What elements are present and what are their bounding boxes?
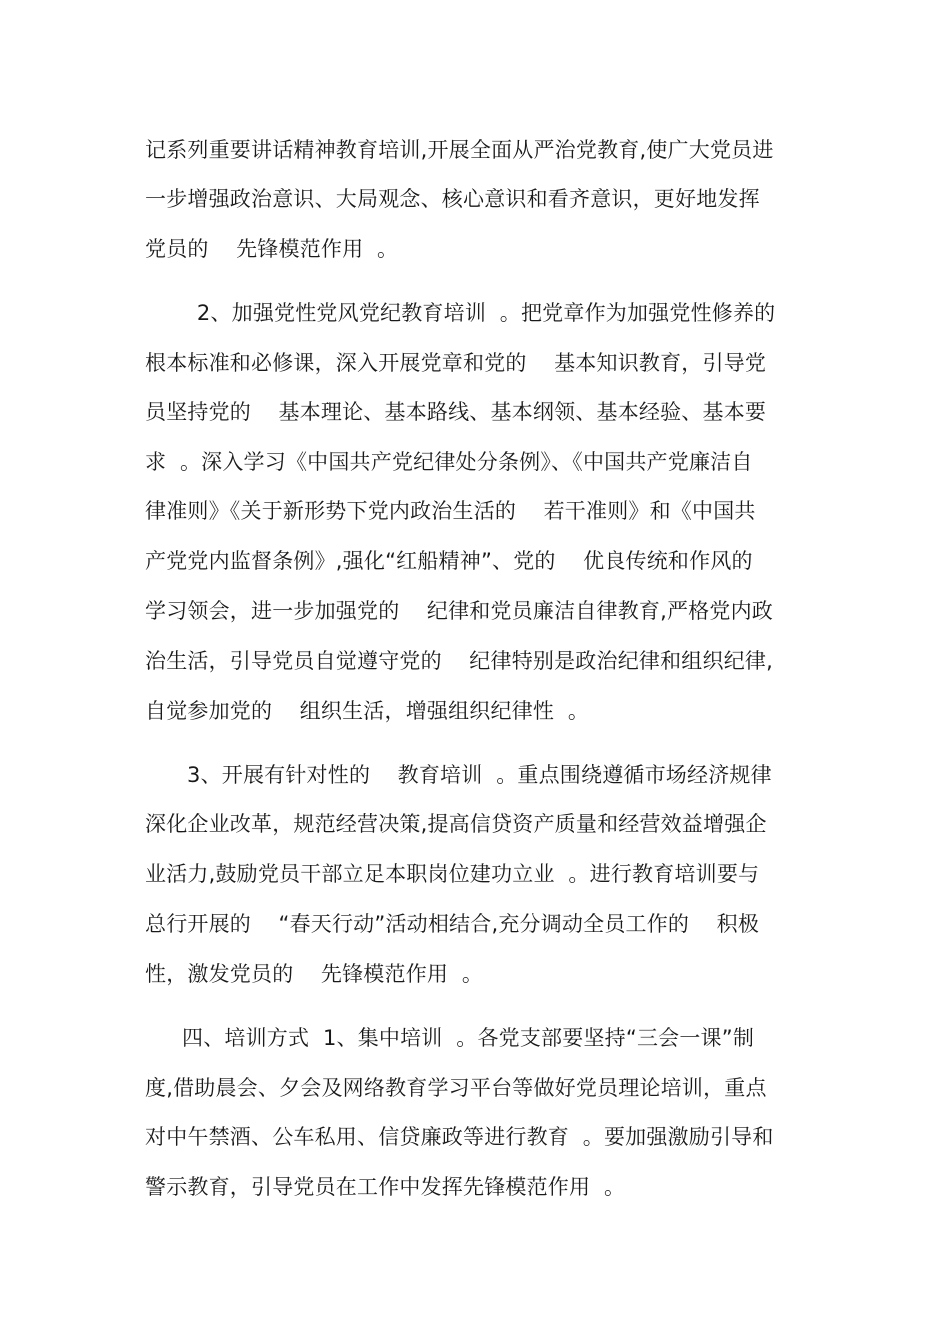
paragraph-4-line-1: 四、培训方式 1、集中培训 。各党支部要坚持“三会一课”制 [182,1026,755,1050]
paragraph-1-line-3: 党员的 先锋模范作用 。 [145,237,399,261]
paragraph-3-line-4: 总行开展的 “春天行动”活动相结合,充分调动全员工作的 积极 [145,912,760,936]
paragraph-2-line-4: 求 。深入学习《中国共产党纪律处分条例》、《中国共产党廉洁自 [145,450,753,474]
paragraph-2-line-5: 律准则》《关于新形势下党内政治生活的 若干准则》和《中国共 [145,499,756,523]
paragraph-2-line-7: 学习领会，进一步加强党的 纪律和党员廉洁自律教育,严格党内政 [145,599,773,623]
paragraph-2-line-1: 2、加强党性党风党纪教育培训 。把党章作为加强党性修养的 [190,301,776,325]
paragraph-1-line-2: 一步增强政治意识、大局观念、核心意识和看齐意识，更好地发挥 [145,187,760,211]
paragraph-4-line-4: 警示教育，引导党员在工作中发挥先锋模范作用 。 [145,1175,626,1199]
paragraph-4-line-3: 对中午禁酒、公车私用、信贷廉政等进行教育 。要加强激励引导和 [145,1125,774,1149]
paragraph-1-line-1: 记系列重要讲话精神教育培训,开展全面从严治党教育,使广大党员进 [145,138,774,162]
paragraph-2-line-3: 员坚持党的 基本理论、基本路线、基本纲领、基本经验、基本要 [145,400,767,424]
paragraph-2-line-9: 自觉参加党的 组织生活，增强组织纪律性 。 [145,699,590,723]
paragraph-3-line-3: 业活力,鼓励党员干部立足本职岗位建功立业 。进行教育培训要与 [145,862,760,886]
paragraph-4-line-2: 度,借助晨会、夕会及网络教育学习平台等做好党员理论培训，重点 [145,1076,767,1100]
paragraph-3-line-1: 3、开展有针对性的 教育培训 。重点围绕遵循市场经济规律 [187,763,772,787]
paragraph-2-line-8: 治生活，引导党员自觉遵守党的 纪律特别是政治纪律和组织纪律, [145,649,773,673]
paragraph-2-line-6: 产党党内监督条例》,强化“红船精神”、党的 优良传统和作风的 [145,549,753,573]
paragraph-2-line-2: 根本标准和必修课，深入开展党章和党的 基本知识教育，引导党 [145,351,767,375]
paragraph-3-line-2: 深化企业改革，规范经营决策,提高信贷资产质量和经营效益增强企 [145,812,767,836]
paragraph-3-line-5: 性，激发党员的 先锋模范作用 。 [145,962,484,986]
